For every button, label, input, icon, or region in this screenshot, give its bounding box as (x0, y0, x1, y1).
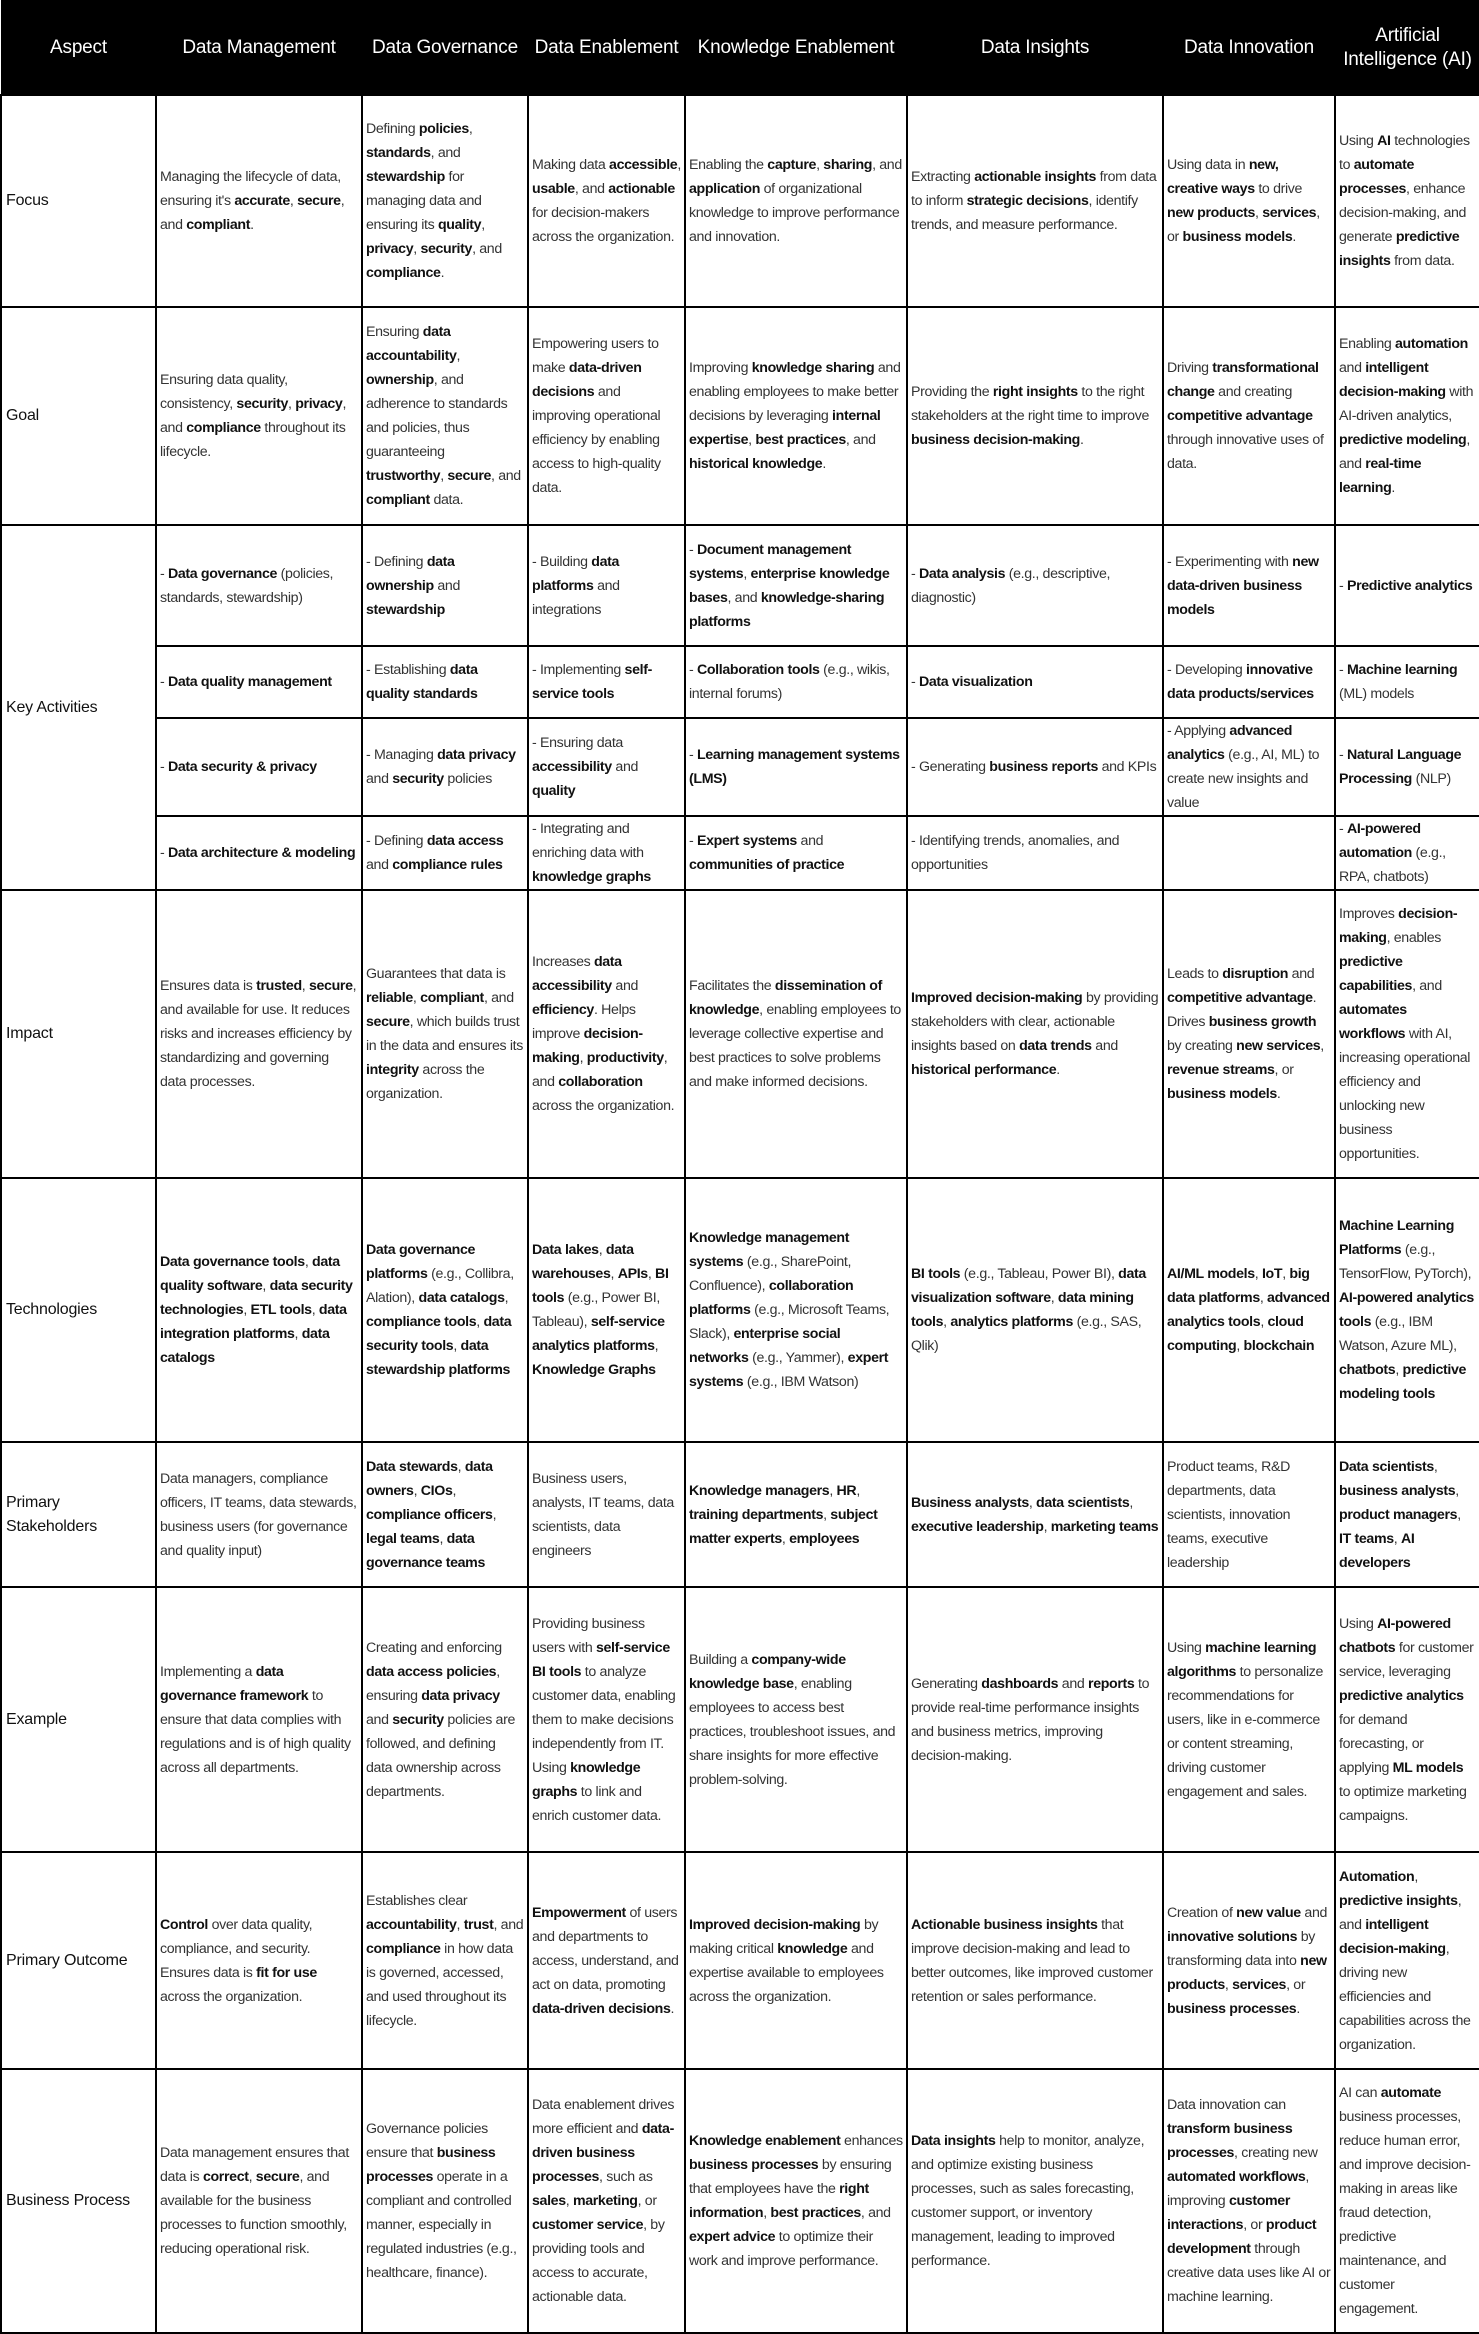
table-cell: - Establishing data quality standards (362, 646, 528, 718)
table-cell: Data governance platforms (e.g., Collibra, Alation), data catalogs, compliance tools, data security tools, data stewardship platforms (362, 1178, 528, 1442)
table-cell: Facilitates the dissemination of knowledge, enabling employees to leverage collective expertise and best practices to solve problems and make informed decisions. (685, 890, 907, 1178)
table-cell: Enabling the capture, sharing, and application of organizational knowledge to improve performance and innovation. (685, 95, 907, 307)
row-key-activities-1 (1, 525, 1479, 646)
table-cell: Driving transformational change and creating competitive advantage through innovative uses of data. (1163, 307, 1335, 525)
aspect-label: Technologies (1, 1178, 156, 1442)
table-cell: - Building data platforms and integrations (528, 525, 685, 646)
table-cell: Business users, analysts, IT teams, data scientists, data engineers (528, 1442, 685, 1587)
table-cell: Data stewards, data owners, CIOs, compliance officers, legal teams, data governance teams (362, 1442, 528, 1587)
table-cell: Governance policies ensure that business processes operate in a compliant and controlled manner, especially in regulated industries (e.g., healthcare, finance). (362, 2069, 528, 2333)
row-business-process (1, 2069, 1479, 2333)
table-cell: Data managers, compliance officers, IT teams, data stewards, business users (for governance and quality input) (156, 1442, 362, 1587)
header-data-governance: Data Governance (362, 1, 528, 96)
table-cell: Ensures data is trusted, secure, and available for use. It reduces risks and increases efficiency by standardizing and governing data processes. (156, 890, 362, 1178)
table-cell: - Data visualization (907, 646, 1163, 718)
row-key-activities-3 (1, 718, 1479, 816)
table-cell: Leads to disruption and competitive advantage. Drives business growth by creating new services, revenue streams, or business models. (1163, 890, 1335, 1178)
table-cell: - Natural Language Processing (NLP) (1335, 718, 1479, 816)
table-cell: - Experimenting with new data-driven business models (1163, 525, 1335, 646)
header-data-enablement: Data Enablement (528, 1, 685, 96)
table-cell: - Defining data ownership and stewardship (362, 525, 528, 646)
aspect-label: Focus (1, 95, 156, 307)
table-cell: - Ensuring data accessibility and quality (528, 718, 685, 816)
table-cell: Using data in new, creative ways to drive new products, services, or business models. (1163, 95, 1335, 307)
table-cell: - Applying advanced analytics (e.g., AI, ML) to create new insights and value (1163, 718, 1335, 816)
header-data-innovation: Data Innovation (1163, 1, 1335, 96)
row-focus (1, 95, 1479, 307)
table-cell: Knowledge management systems (e.g., SharePoint, Confluence), collaboration platforms (e.g., Microsoft Teams, Slack), enterprise social networks (e.g., Yammer), expert systems (e.g., IBM Watson) (685, 1178, 907, 1442)
table-cell: Creation of new value and innovative solutions by transforming data into new products, services, or business processes. (1163, 1852, 1335, 2069)
aspect-label: Goal (1, 307, 156, 525)
table-cell: Data innovation can transform business processes, creating new automated workflows, improving customer interactions, or product development through creative data uses like AI or machine learning. (1163, 2069, 1335, 2333)
table-cell: Making data accessible, usable, and actionable for decision-makers across the organization. (528, 95, 685, 307)
table-cell: Using AI-powered chatbots for customer service, leveraging predictive analytics for demand forecasting, or applying ML models to optimize marketing campaigns. (1335, 1587, 1479, 1852)
table-cell: Data lakes, data warehouses, APIs, BI tools (e.g., Power BI, Tableau), self-service analytics platforms, Knowledge Graphs (528, 1178, 685, 1442)
table-cell: - Data security & privacy (156, 718, 362, 816)
table-cell: Empowering users to make data-driven decisions and improving operational efficiency by enabling access to high-quality data. (528, 307, 685, 525)
table-cell: Business analysts, data scientists, executive leadership, marketing teams (907, 1442, 1163, 1587)
table-cell: Managing the lifecycle of data, ensuring it's accurate, secure, and compliant. (156, 95, 362, 307)
row-key-activities-4 (1, 816, 1479, 890)
table-cell: Guarantees that data is reliable, compliant, and secure, which builds trust in the data and ensures its integrity across the organization. (362, 890, 528, 1178)
table-cell: - Implementing self-service tools (528, 646, 685, 718)
row-example (1, 1587, 1479, 1852)
table-cell: Machine Learning Platforms (e.g., TensorFlow, PyTorch), AI-powered analytics tools (e.g., IBM Watson, Azure ML), chatbots, predictive modeling tools (1335, 1178, 1479, 1442)
table-cell: Improved decision-making by providing stakeholders with clear, actionable insights based on data trends and historical performance. (907, 890, 1163, 1178)
table-cell: Defining policies, standards, and stewardship for managing data and ensuring its quality, privacy, security, and compliance. (362, 95, 528, 307)
row-primary-outcome (1, 1852, 1479, 2069)
table-cell: Increases data accessibility and efficiency. Helps improve decision-making, productivity, and collaboration across the organization. (528, 890, 685, 1178)
table-cell: AI can automate business processes, reduce human error, and improve decision-making in areas like fraud detection, predictive maintenance, and customer engagement. (1335, 2069, 1479, 2333)
row-impact (1, 890, 1479, 1178)
table-cell: Building a company-wide knowledge base, enabling employees to access best practices, troubleshoot issues, and share insights for more effective problem-solving. (685, 1587, 907, 1852)
row-key-activities-2 (1, 646, 1479, 718)
table-cell: - Data governance (policies, standards, stewardship) (156, 525, 362, 646)
table-cell: - Defining data access and compliance rules (362, 816, 528, 890)
table-cell: Data scientists, business analysts, product managers, IT teams, AI developers (1335, 1442, 1479, 1587)
header-artificial-intelligence: Artificial Intelligence (AI) (1335, 1, 1479, 96)
aspect-label: Impact (1, 890, 156, 1178)
table-cell: - Data quality management (156, 646, 362, 718)
table-cell: Enabling automation and intelligent decision-making with AI-driven analytics, predictive modeling, and real-time learning. (1335, 307, 1479, 525)
table-cell: - AI-powered automation (e.g., RPA, chatbots) (1335, 816, 1479, 890)
table-cell: AI/ML models, IoT, big data platforms, advanced analytics tools, cloud computing, blockchain (1163, 1178, 1335, 1442)
header-aspect: Aspect (1, 1, 156, 96)
table-cell: Knowledge enablement enhances business processes by ensuring that employees have the right information, best practices, and expert advice to optimize their work and improve performance. (685, 2069, 907, 2333)
table-cell: Implementing a data governance framework to ensure that data complies with regulations and is of high quality across all departments. (156, 1587, 362, 1852)
aspect-label: Key Activities (1, 525, 156, 890)
row-goal (1, 307, 1479, 525)
table-cell: BI tools (e.g., Tableau, Power BI), data visualization software, data mining tools, analytics platforms (e.g., SAS, Qlik) (907, 1178, 1163, 1442)
table-cell: - Machine learning (ML) models (1335, 646, 1479, 718)
table-cell: Establishes clear accountability, trust, and compliance in how data is governed, accessed, and used throughout its lifecycle. (362, 1852, 528, 2069)
table-cell: - Generating business reports and KPIs (907, 718, 1163, 816)
table-cell: Extracting actionable insights from data to inform strategic decisions, identify trends, and measure performance. (907, 95, 1163, 307)
table-cell: Generating dashboards and reports to provide real-time performance insights and business metrics, improving decision-making. (907, 1587, 1163, 1852)
table-cell: Improved decision-making by making critical knowledge and expertise available to employees across the organization. (685, 1852, 907, 2069)
table-cell: Using machine learning algorithms to personalize recommendations for users, like in e-commerce or content streaming, driving customer engagement and sales. (1163, 1587, 1335, 1852)
table-cell: - Learning management systems (LMS) (685, 718, 907, 816)
table-cell: Knowledge managers, HR, training departments, subject matter experts, employees (685, 1442, 907, 1587)
table-cell: - Document management systems, enterprise knowledge bases, and knowledge-sharing platforms (685, 525, 907, 646)
table-cell: Providing the right insights to the right stakeholders at the right time to improve business decision-making. (907, 307, 1163, 525)
aspect-label: Example (1, 1587, 156, 1852)
row-technologies (1, 1178, 1479, 1442)
table-cell: Data management ensures that data is correct, secure, and available for the business processes to function smoothly, reducing operational risk. (156, 2069, 362, 2333)
table-cell: Control over data quality, compliance, and security. Ensures data is fit for use across the organization. (156, 1852, 362, 2069)
table-cell: Data insights help to monitor, analyze, and optimize existing business processes, such as sales forecasting, customer support, or inventory management, leading to improved performance. (907, 2069, 1163, 2333)
table-cell: Using AI technologies to automate processes, enhance decision-making, and generate predictive insights from data. (1335, 95, 1479, 307)
table-cell: - Data analysis (e.g., descriptive, diagnostic) (907, 525, 1163, 646)
header-data-management: Data Management (156, 1, 362, 96)
table-cell: Product teams, R&D departments, data scientists, innovation teams, executive leadership (1163, 1442, 1335, 1587)
table-cell: - Integrating and enriching data with knowledge graphs (528, 816, 685, 890)
table-cell: Data governance tools, data quality software, data security technologies, ETL tools, data integration platforms, data catalogs (156, 1178, 362, 1442)
table-cell: - Managing data privacy and security policies (362, 718, 528, 816)
table-cell: - Identifying trends, anomalies, and opportunities (907, 816, 1163, 890)
table-cell: Actionable business insights that improve decision-making and lead to better outcomes, like improved customer retention or sales performance. (907, 1852, 1163, 2069)
table-cell: Providing business users with self-service BI tools to analyze customer data, enabling them to make decisions independently from IT. Using knowledge graphs to link and enrich customer data. (528, 1587, 685, 1852)
table-cell: Improving knowledge sharing and enabling employees to make better decisions by leveraging internal expertise, best practices, and historical knowledge. (685, 307, 907, 525)
aspect-label: Business Process (1, 2069, 156, 2333)
aspect-label: Primary Stakeholders (1, 1442, 156, 1587)
table-cell (1163, 816, 1335, 890)
table-cell: - Collaboration tools (e.g., wikis, internal forums) (685, 646, 907, 718)
table-cell: Ensuring data quality, consistency, security, privacy, and compliance throughout its lifecycle. (156, 307, 362, 525)
table-cell: Empowerment of users and departments to access, understand, and act on data, promoting data-driven decisions. (528, 1852, 685, 2069)
table-cell: Creating and enforcing data access policies, ensuring data privacy and security policies are followed, and defining data ownership across departments. (362, 1587, 528, 1852)
table-cell: Improves decision-making, enables predictive capabilities, and automates workflows with AI, increasing operational efficiency and unlocking new business opportunities. (1335, 890, 1479, 1178)
table-cell: Ensuring data accountability, ownership, and adherence to standards and policies, thus guaranteeing trustworthy, secure, and compliant data. (362, 307, 528, 525)
table-cell: Data enablement drives more efficient and data-driven business processes, such as sales, marketing, or customer service, by providing tools and access to accurate, actionable data. (528, 2069, 685, 2333)
table-cell: - Predictive analytics (1335, 525, 1479, 646)
header-row (1, 1, 1479, 96)
header-knowledge-enablement: Knowledge Enablement (685, 1, 907, 96)
header-data-insights: Data Insights (907, 1, 1163, 96)
table-cell: - Developing innovative data products/services (1163, 646, 1335, 718)
aspect-label: Primary Outcome (1, 1852, 156, 2069)
table-cell: - Data architecture & modeling (156, 816, 362, 890)
table-cell: Automation, predictive insights, and intelligent decision-making, driving new efficiencies and capabilities across the organization. (1335, 1852, 1479, 2069)
table-cell: - Expert systems and communities of practice (685, 816, 907, 890)
row-primary-stakeholders (1, 1442, 1479, 1587)
